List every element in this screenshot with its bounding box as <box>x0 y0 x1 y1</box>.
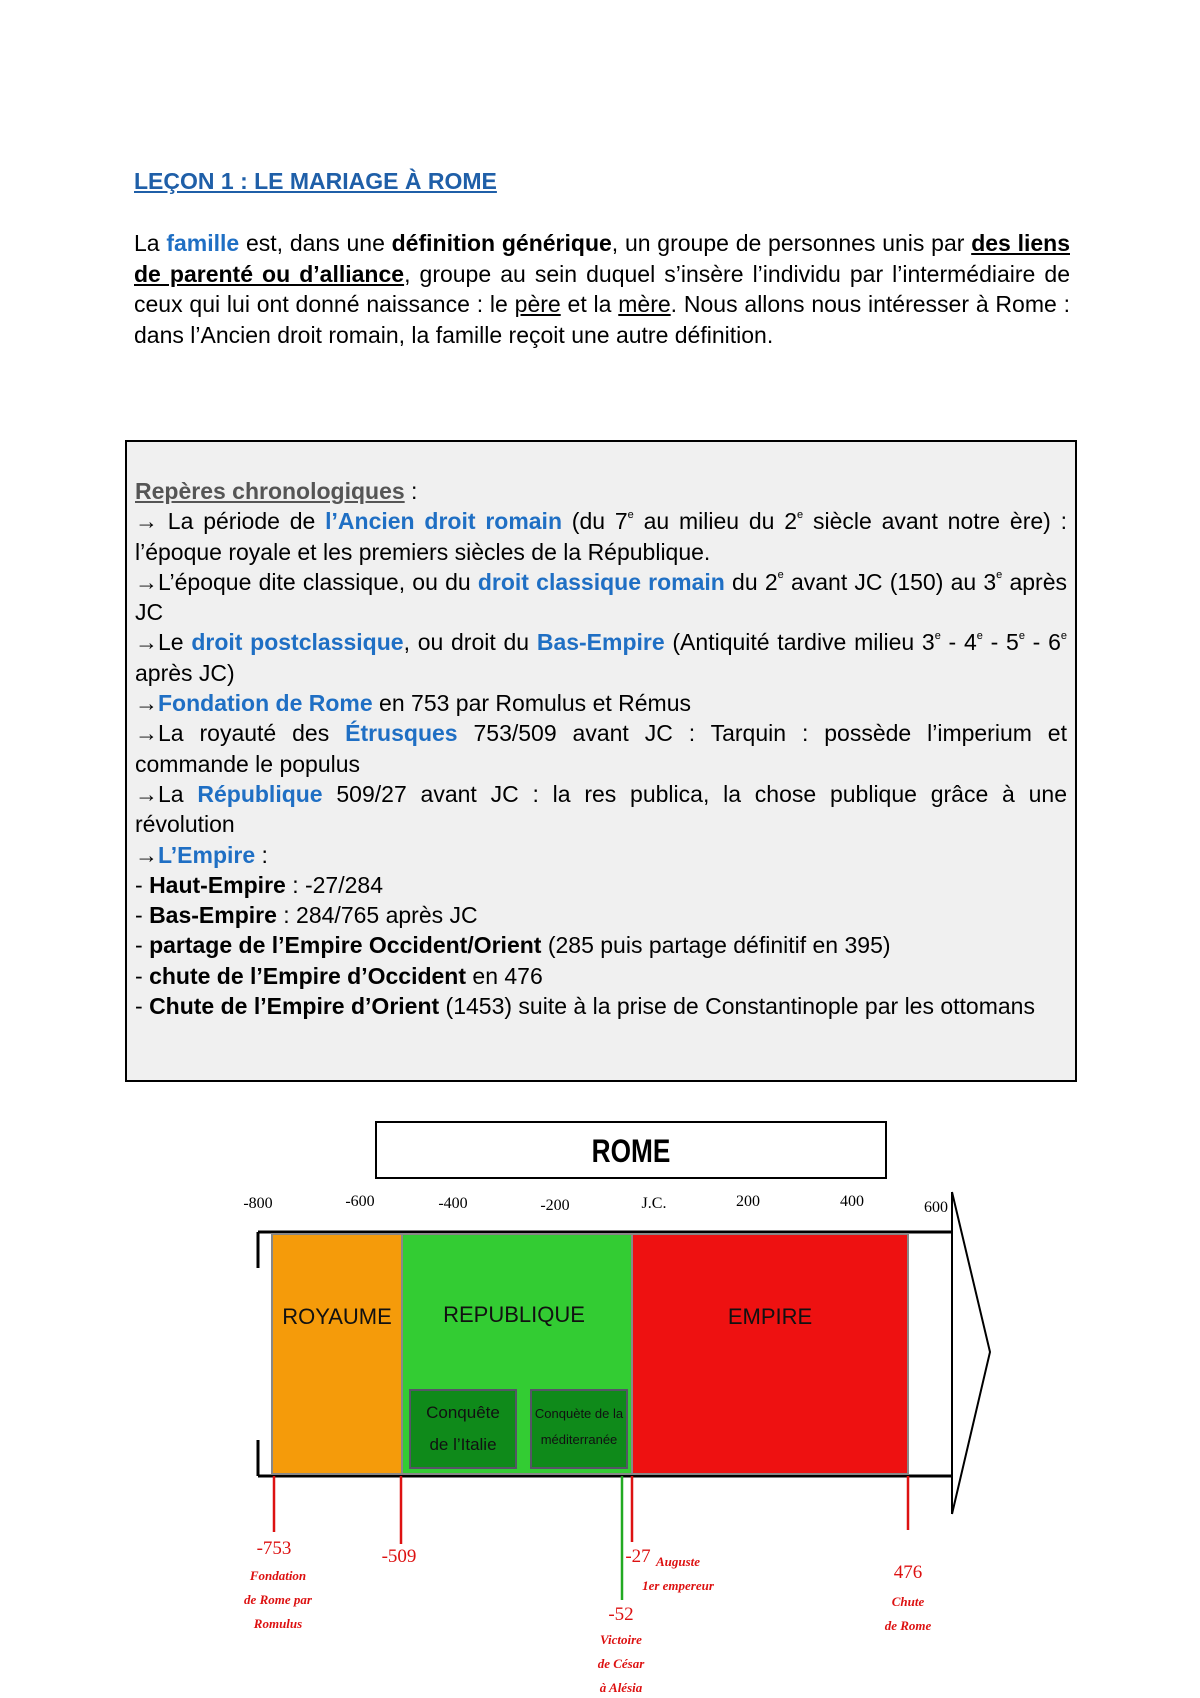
event-label-476: de Rome <box>884 1618 932 1633</box>
event-year-509: -509 <box>381 1546 417 1567</box>
tick-label: -200 <box>540 1197 570 1214</box>
repere-line: - Bas-Empire : 284/765 après JC <box>135 902 478 929</box>
period-label-republique: REPUBLIQUE <box>443 1302 585 1327</box>
repere-line: →Fondation de Rome en 753 par Romulus et Rémus <box>135 690 691 717</box>
event-label-52: Victoire <box>600 1632 642 1647</box>
period-royaume <box>272 1234 402 1474</box>
tick-label: 600 <box>924 1199 948 1216</box>
event-label-27: Auguste <box>655 1554 701 1569</box>
page-title: LEÇON 1 : LE MARIAGE À ROME <box>134 168 497 194</box>
event-markers <box>274 1476 908 1600</box>
period-empire <box>632 1234 908 1474</box>
period-label-royaume: ROYAUME <box>282 1304 392 1329</box>
timeline-title: ROME <box>591 1134 671 1170</box>
tick-label: 400 <box>840 1193 864 1210</box>
event-year-476: 476 <box>893 1562 923 1583</box>
repere-line: →Le droit postclassique, ou droit du Bas-Empire (Antiquité tardive milieu 3e - 4e - 5e - 6e après JC) <box>135 629 1067 686</box>
reperes-heading: Repères chronologiques : <box>135 478 418 504</box>
event-label-476: Chute <box>891 1594 925 1609</box>
term-liens: des liens de parenté ou d’alliance <box>134 230 1070 287</box>
event-year-753: -753 <box>256 1538 292 1559</box>
period-label-empire: EMPIRE <box>727 1304 813 1329</box>
event-year-52: -52 <box>608 1604 634 1625</box>
term-famille: famille <box>166 230 240 256</box>
event-label-52: de César <box>597 1656 645 1671</box>
tick-label: J.C. <box>641 1195 667 1212</box>
timeline-axis-ticks <box>243 1193 948 1216</box>
tick-label: -600 <box>345 1193 375 1210</box>
event-label-52: à Alésia <box>599 1680 643 1695</box>
term-definition-generique: définition générique <box>391 230 612 256</box>
conquete-italie-label: de l’Italie <box>429 1435 497 1454</box>
repere-line: - chute de l’Empire d’Occident en 476 <box>135 962 543 989</box>
repere-line: - Haut-Empire : -27/284 <box>135 871 383 898</box>
conquete-italie-box <box>410 1390 516 1468</box>
conquete-med-label: méditerranée <box>540 1432 618 1447</box>
tick-label: -800 <box>243 1195 273 1212</box>
tick-label: 200 <box>736 1193 760 1210</box>
repere-line: →La royauté des Étrusques 753/509 avant JC : Tarquin : possède l’imperium et commande le populus <box>135 720 1067 777</box>
event-label-27: 1er empereur <box>642 1578 714 1593</box>
tick-label: -400 <box>438 1195 468 1212</box>
repere-line: - partage de l’Empire Occident/Orient (285 puis partage définitif en 395) <box>135 932 891 959</box>
repere-line: →La République 509/27 avant JC : la res publica, la chose publique grâce à une révolution <box>135 780 1067 838</box>
conquete-med-label: Conquète de la <box>534 1406 624 1421</box>
event-year-27: -27 <box>625 1546 651 1567</box>
repere-line: →L’Empire : <box>135 841 268 868</box>
repere-line: → La période de l’Ancien droit romain (du 7e au milieu du 2e siècle avant notre ère) : l’époque royale et les premiers siècles de la République. <box>135 508 1067 565</box>
intro-paragraph: La famille est, dans une définition générique, un groupe de personnes unis par des liens de parenté ou d’alliance, groupe au sein duquel s’insère l’individu par l’intermédiaire de ceux qui lui ont donné naissance : le père et la mère. Nous allons nous intéresser à Rome : dans l’Ancien droit romain, la famille reçoit une autre définition. <box>134 230 1070 348</box>
event-label-753: Fondation <box>249 1568 307 1583</box>
conquete-mediterranee-box <box>531 1390 627 1468</box>
repere-line: →L’époque dite classique, ou du droit classique romain du 2e avant JC (150) au 3e après JC <box>135 568 1067 626</box>
repere-line: - Chute de l’Empire d’Orient (1453) suite à la prise de Constantinople par les ottomans <box>135 993 1035 1020</box>
event-label-753: de Rome par <box>244 1592 312 1607</box>
event-label-753: Romulus <box>253 1616 303 1631</box>
conquete-italie-label: Conquête <box>426 1403 500 1422</box>
